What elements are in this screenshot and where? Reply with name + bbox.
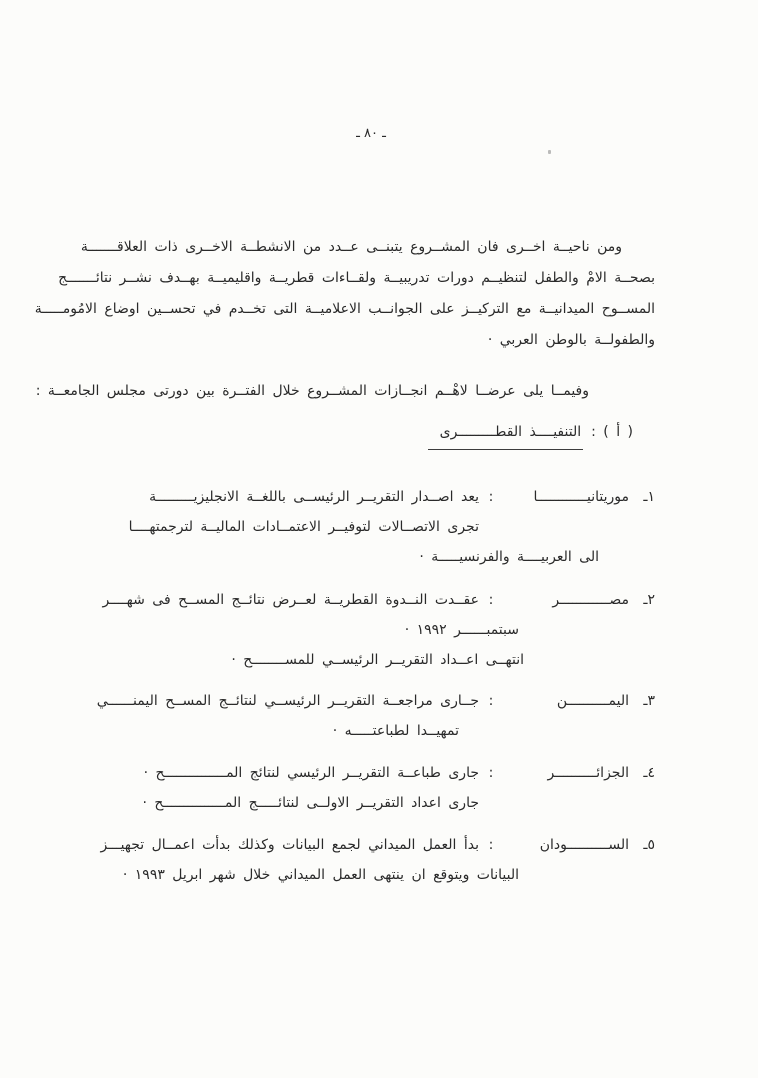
item-text-line: بدأ العمل الميداني لجمع البيانات وكذلك بدأت اعمــال تجهيـــز xyxy=(100,837,479,853)
list-item-sudan xyxy=(98,830,655,890)
item-text-block xyxy=(98,830,519,890)
item-text-line: تجرى الاتصــالات لتوفيــر الاعتمــادات الماليــة لترجمتهــــا xyxy=(128,519,479,535)
item-text-line: يعد اصــدار التقريــر الرئيســى باللغــة الانجليزيـــــــــة xyxy=(149,489,479,505)
list-item-egypt xyxy=(98,585,655,675)
paragraph-line: المســوح الميدانيــة مع التركيــز على الجوانــب الاعلاميــة التى تخــدم في تحســين اوضاع الامُومـــــة xyxy=(34,301,655,317)
item-colon-separator: : xyxy=(488,592,494,608)
item-text-line: عقــدت النــدوة القطريــة لعــرض نتائــج المســح فى شهــــر xyxy=(102,592,479,608)
list-item-yemen xyxy=(98,686,655,746)
paragraph-intro-achievements xyxy=(35,376,655,407)
item-text-line: الى العربيــــة والفرنسيـــــة · xyxy=(419,549,599,565)
item-colon-separator: : xyxy=(488,489,494,505)
item-colon-separator: : xyxy=(488,693,494,709)
item-number: ٣ـ xyxy=(643,693,655,709)
list-item-algeria xyxy=(98,758,655,818)
item-text-line: جارى طباعــة التقريــر الرئيسي لنتائج المـــــــــــــــح · xyxy=(143,765,479,781)
item-country-name: اليمــــــــــن xyxy=(556,693,629,709)
section-heading-letter: ( أ ) : xyxy=(591,424,633,440)
item-number: ٤ـ xyxy=(643,765,655,781)
item-text-line: جارى اعداد التقريــر الاولــى لنتائـــــج المـــــــــــــــح · xyxy=(142,795,479,811)
scan-artifact-speck xyxy=(548,150,551,154)
section-heading-title-underlined: التنفيــــذ القطـــــــــرى xyxy=(428,424,583,450)
item-number: ٥ـ xyxy=(643,837,655,853)
paragraph-line: وفيمــا يلى عرضــا لاهْــم انجــازات المشــروع خلال الفتــرة بين دورتى مجلس الجامعــة : xyxy=(35,383,589,399)
item-country-name: الســــــــــودان xyxy=(539,837,629,853)
paragraph-activities xyxy=(34,232,655,356)
item-text-block xyxy=(98,585,524,675)
item-country-name: الجزائــــــــــر xyxy=(547,765,629,781)
item-text-block xyxy=(98,758,479,818)
item-text-line: جــارى مراجعــة التقريــر الرئيســي لنتائــج المســح اليمنــــــي xyxy=(96,693,479,709)
item-text-line: انتهــى اعــداد التقريــر الرئيســي للمســــــــح · xyxy=(231,652,524,668)
item-country-name: موريتانيــــــــــــا xyxy=(533,489,629,505)
item-country-name: مصــــــــــــر xyxy=(552,592,629,608)
page-number: ـ ٨٠ ـ xyxy=(356,126,386,141)
section-heading xyxy=(428,424,633,450)
paragraph-line: ومن ناحيــة اخــرى فان المشــروع يتبنــى عــدد من الانشطــة الاخــرى ذات العلاقـــــــة xyxy=(80,239,622,255)
paragraph-line: بصحــة الامْ والطفل لتنظيــم دورات تدريبيــة ولقــاءات قطريــة واقليميــة بهــدف نشــر نتائـــــــج xyxy=(58,270,655,286)
item-number: ١ـ xyxy=(643,489,655,505)
item-text-block xyxy=(98,686,479,746)
item-colon-separator: : xyxy=(488,837,494,853)
item-colon-separator: : xyxy=(488,765,494,781)
item-text-line: البيانات ويتوقع ان ينتهى العمل الميداني خلال شهر ابريل ١٩٩٣ · xyxy=(122,867,519,883)
paragraph-line: والطفولــة بالوطن العربي · xyxy=(487,332,655,348)
item-number: ٢ـ xyxy=(643,592,655,608)
list-item-mauritania xyxy=(98,482,655,572)
item-text-line: تمهيــدا لطباعتـــــه · xyxy=(332,723,459,739)
item-text-line: سبتمبــــــر ١٩٩٢ · xyxy=(404,622,519,638)
